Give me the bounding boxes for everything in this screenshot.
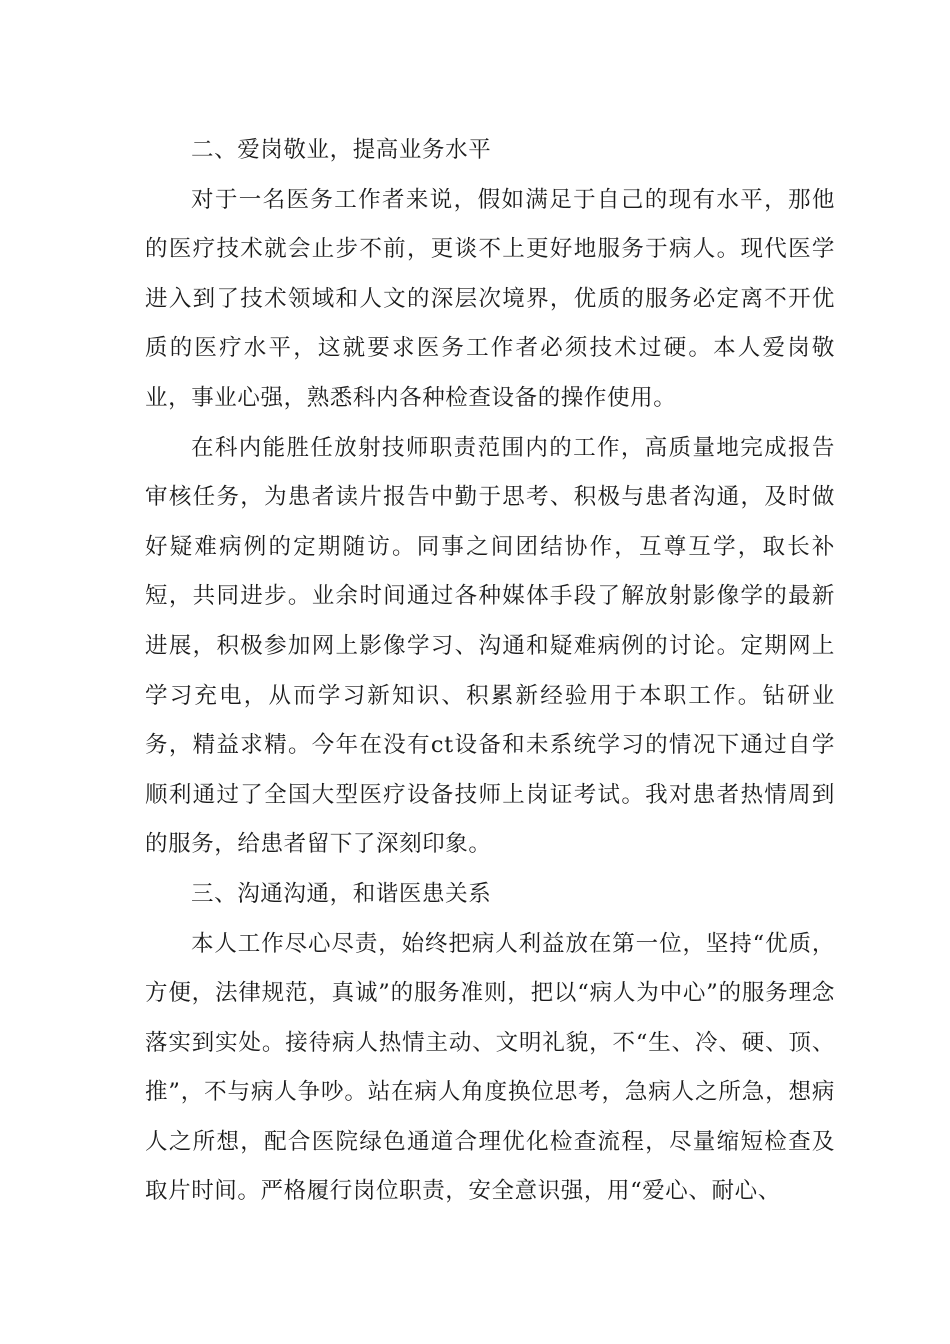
section-heading-3: 三、沟通沟通，和谐医患关系 bbox=[191, 880, 492, 907]
body-paragraph-3: 本人工作尽心尽责，始终把病人利益放在第一位，坚持“优质，方便，法律规范，真诚”的服务准则，把以“病人为中心”的服务理念落实到实处。接待病人热情主动、文明礼貌，不“生、冷、硬、顶、推”，不与病人争吵。站在病人角度换位思考，急病人之所急，想病人之所想，配合医院绿色通道合理优化检查流程，尽量缩短检查及取片时间。严格履行岗位职责，安全意识强，用“爱心、耐心、 bbox=[145, 930, 835, 1205]
body-paragraph-2: 在科内能胜任放射技师职责范围内的工作，高质量地完成报告审核任务，为患者读片报告中勤于思考、积极与患者沟通，及时做好疑难病例的定期随访。同事之间团结协作，互尊互学，取长补短，共同进步。业余时间通过各种媒体手段了解放射影像学的最新进展，积极参加网上影像学习、沟通和疑难病例的讨论。定期网上学习充电，从而学习新知识、积累新经验用于本职工作。钻研业务，精益求精。今年在没有ct设备和未系统学习的情况下通过自学顺利通过了全国大型医疗设备技师上岗证考试。我对患者热情周到的服务，给患者留下了深刻印象。 bbox=[145, 434, 835, 858]
section-heading-2: 二、爱岗敬业，提高业务水平 bbox=[191, 137, 492, 163]
document-body bbox=[145, 126, 835, 1217]
body-paragraph-1: 对于一名医务工作者来说，假如满足于自己的现有水平，那他的医疗技术就会止步不前，更谈不上更好地服务于病人。现代医学进入到了技术领域和人文的深层次境界，优质的服务必定离不开优质的医疗水平，这就要求医务工作者必须技术过硬。本人爱岗敬业，事业心强，熟悉科内各种检查设备的操作使用。 bbox=[145, 186, 835, 411]
